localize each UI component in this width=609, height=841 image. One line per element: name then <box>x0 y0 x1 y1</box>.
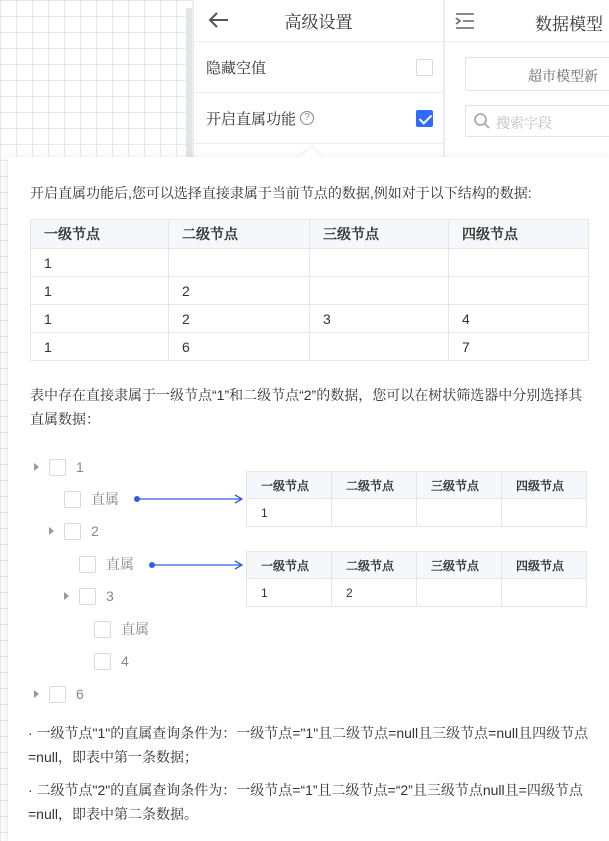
caret-right-icon <box>34 690 39 698</box>
table-cell: 1 <box>247 499 332 527</box>
tree-node <box>79 554 134 574</box>
note-first-condition: · 一级节点"1"的直属查询条件为：一级节点="1"且二级节点=null且三级节点=null且四级节点=null，即表中第一条数据； <box>28 725 589 765</box>
table-cell <box>449 249 589 277</box>
tree-node-label: 直属 <box>91 491 119 507</box>
direct-feature-help-popover <box>8 157 609 841</box>
table-row <box>247 579 587 607</box>
arrow-right-icon <box>148 559 245 571</box>
arrow-right-icon <box>133 493 245 505</box>
tree-node <box>94 619 149 639</box>
table-cell <box>310 277 449 305</box>
table-header-cell: 二级节点 <box>169 220 310 249</box>
question-icon[interactable]: ? <box>300 111 314 125</box>
table-cell: 4 <box>449 305 589 333</box>
table-cell: 2 <box>169 277 310 305</box>
table-header-cell: 四级节点 <box>502 472 587 499</box>
advanced-settings-title: 高级设置 <box>284 13 353 32</box>
result-table-first <box>246 471 587 527</box>
table-cell <box>310 333 449 361</box>
table-cell <box>310 249 449 277</box>
enable-direct-checkbox[interactable] <box>416 110 433 127</box>
tree-node-label: 2 <box>91 523 99 539</box>
table-cell: 1 <box>247 579 332 607</box>
table-header-cell: 三级节点 <box>417 552 502 579</box>
table-cell: 7 <box>449 333 589 361</box>
table-header-row <box>31 220 589 249</box>
table-cell: 1 <box>31 305 169 333</box>
table-row <box>31 249 589 277</box>
tree-node <box>34 457 84 477</box>
advanced-settings-header <box>194 0 443 42</box>
table-cell <box>332 499 417 527</box>
collapse-panel-icon[interactable] <box>455 12 475 30</box>
table-cell: 1 <box>31 333 169 361</box>
table-cell: 6 <box>169 333 310 361</box>
table-cell <box>449 277 589 305</box>
tree-node-label: 1 <box>76 459 84 475</box>
caret-right-icon <box>34 463 39 471</box>
arrow-left-icon[interactable] <box>207 9 231 31</box>
data-model-title: 数据模型 <box>535 15 603 34</box>
table-header-cell: 三级节点 <box>417 472 502 499</box>
table-header-cell: 二级节点 <box>332 552 417 579</box>
field-search-input[interactable] <box>465 105 609 137</box>
tree-node <box>64 586 114 606</box>
table-cell: 1 <box>31 277 169 305</box>
canvas-scroll-strip <box>186 8 192 158</box>
table-cell <box>169 249 310 277</box>
table-header-cell: 一级节点 <box>247 552 332 579</box>
enable-direct-row[interactable] <box>194 93 443 144</box>
tree-node <box>64 489 119 509</box>
tree-checkbox <box>64 523 81 540</box>
tree-node <box>49 521 99 541</box>
example-data-table <box>30 219 589 361</box>
hide-empty-values-row[interactable] <box>194 42 443 93</box>
enable-direct-label: 开启直属功能 <box>206 110 297 128</box>
caret-right-icon <box>64 592 69 600</box>
table-cell: 2 <box>169 305 310 333</box>
hide-empty-values-checkbox[interactable] <box>416 59 433 76</box>
table-row <box>31 333 589 361</box>
search-icon <box>473 112 491 130</box>
tree-checkbox <box>94 653 111 670</box>
tree-node-label: 直属 <box>106 556 134 572</box>
table-cell: 1 <box>31 249 169 277</box>
table-cell <box>417 579 502 607</box>
table-header-cell: 一级节点 <box>247 472 332 499</box>
tree-checkbox <box>79 588 96 605</box>
table-header-cell: 一级节点 <box>31 220 169 249</box>
popover-intro: 开启直属功能后,您可以选择直接隶属于当前节点的数据,例如对于以下结构的数据: <box>30 185 532 201</box>
table-cell <box>417 499 502 527</box>
tree-node <box>94 651 129 671</box>
data-model-header <box>445 0 609 42</box>
table-row <box>31 305 589 333</box>
table-header-cell: 四级节点 <box>502 552 587 579</box>
table-cell <box>502 579 587 607</box>
tree-node-label: 3 <box>106 588 114 604</box>
tree-checkbox <box>64 491 81 508</box>
table-header-cell: 三级节点 <box>310 220 449 249</box>
popover-explanation: 表中存在直接隶属于一级节点“1”和二级节点“2”的数据，您可以在树状筛选器中分别选择其直属数据： <box>30 387 583 427</box>
field-search-placeholder: 搜索字段 <box>496 115 552 131</box>
table-header-row <box>247 472 587 499</box>
enable-direct-label-wrap <box>206 108 314 129</box>
tree-checkbox <box>49 459 66 476</box>
table-cell: 3 <box>310 305 449 333</box>
table-row <box>31 277 589 305</box>
table-header-cell: 二级节点 <box>332 472 417 499</box>
caret-right-icon <box>49 527 54 535</box>
table-header-cell: 四级节点 <box>449 220 589 249</box>
tree-node-label: 6 <box>76 686 84 702</box>
hide-empty-values-label: 隐藏空值 <box>206 59 267 77</box>
table-header-row <box>247 552 587 579</box>
tree-node <box>34 684 84 704</box>
model-select[interactable]: 超市模型新 <box>465 57 609 91</box>
tree-checkbox <box>49 686 66 703</box>
tree-checkbox <box>94 621 111 638</box>
tree-checkbox <box>79 556 96 573</box>
result-table-second <box>246 551 587 607</box>
note-second-condition: · 二级节点"2"的直属查询条件为：一级节点=“1”且二级节点=“2”且三级节点null且=四级节点=null，即表中第二条数据。 <box>28 782 583 822</box>
table-cell: 2 <box>332 579 417 607</box>
table-row <box>247 499 587 527</box>
tree-node-label: 直属 <box>121 621 149 637</box>
tree-node-label: 4 <box>121 653 129 669</box>
table-cell <box>502 499 587 527</box>
